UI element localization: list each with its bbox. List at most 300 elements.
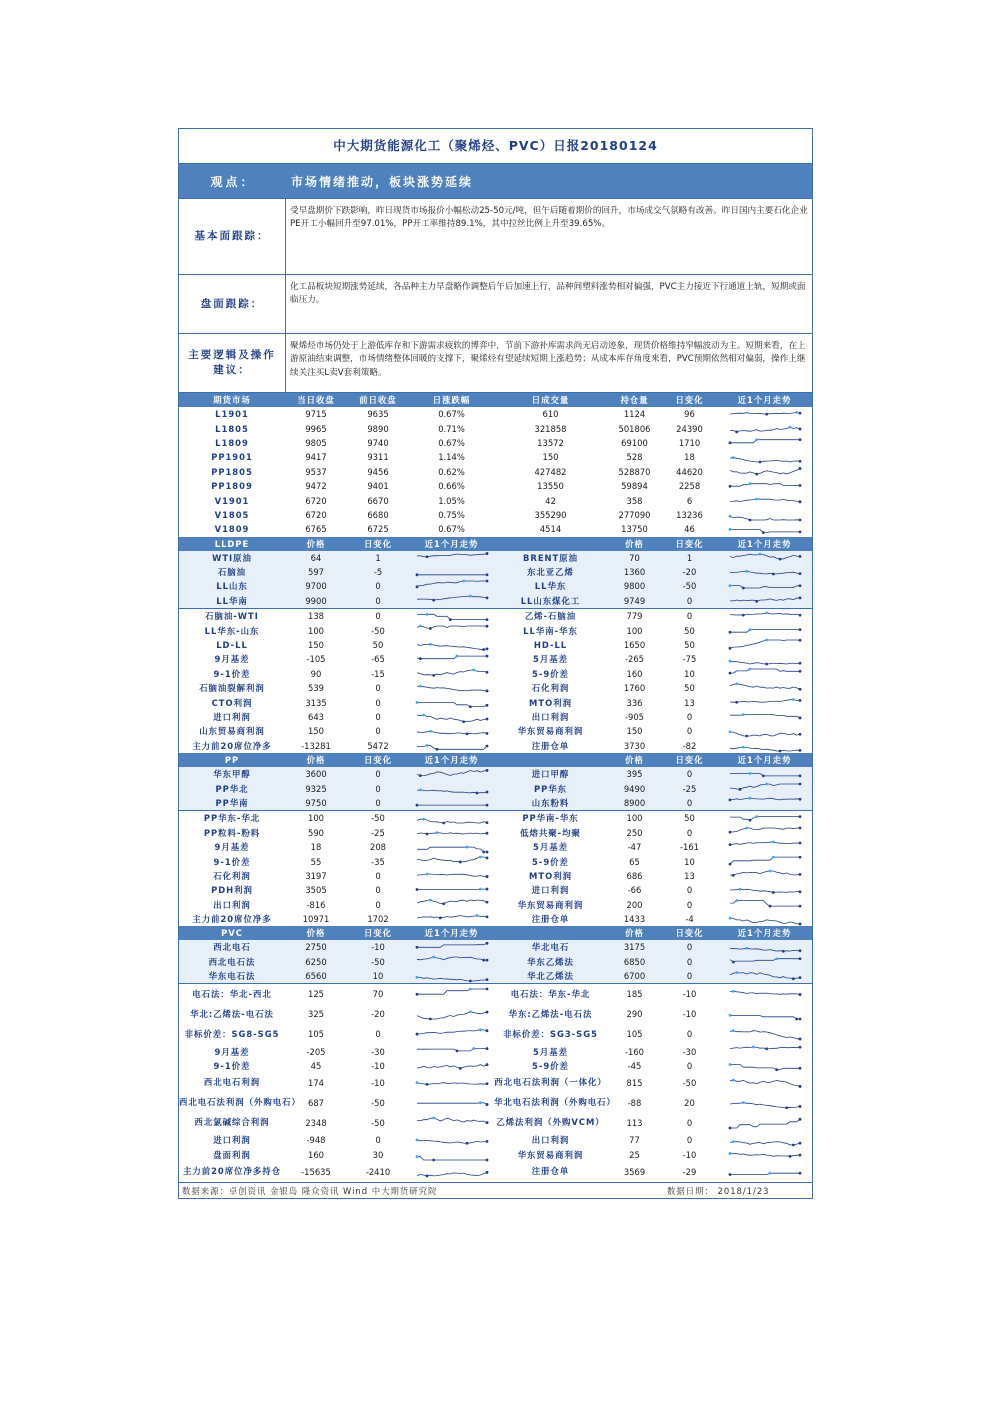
indicator-name: PDH利润 — [211, 885, 253, 896]
trend-cell — [717, 781, 812, 795]
contract-name: PP1805 — [211, 466, 253, 477]
sparkline-marker — [465, 733, 468, 736]
contract-name: L1809 — [215, 437, 249, 448]
indicator-change: -25 — [371, 827, 385, 838]
trend-sparkline — [416, 697, 488, 709]
sparkline-marker — [485, 851, 488, 854]
trend-sparkline — [416, 856, 488, 868]
indicator-row — [179, 681, 812, 695]
indicator-name: 华东乙烯法 — [494, 955, 607, 969]
indicator-name: 乙烯-石脑油 — [494, 609, 607, 624]
sparkline-marker — [741, 1101, 744, 1104]
indicator-price: 18 — [310, 842, 322, 853]
view-text: 市场情绪推动，板块涨势延续 — [291, 174, 474, 189]
indicator-row — [179, 579, 812, 593]
trend-cell — [409, 1059, 494, 1073]
sparkline-marker — [798, 816, 801, 819]
trend-sparkline — [729, 523, 801, 535]
indicator-name: 华东:乙烯法-电石法 — [508, 1008, 593, 1019]
indicator-price: 687 — [308, 1098, 324, 1109]
indicator-price: 395 — [607, 767, 662, 781]
indicator-row — [179, 898, 812, 912]
indicator-change: -10 — [682, 1009, 697, 1020]
sparkline-marker — [468, 595, 471, 598]
indicator-row — [179, 781, 812, 795]
sparkline-marker — [775, 957, 778, 960]
trend-cell — [717, 710, 812, 724]
trend-sparkline — [416, 768, 488, 780]
sparkline-marker — [788, 425, 791, 428]
indicator-price: 100 — [308, 625, 324, 636]
sparkline-marker — [425, 1083, 428, 1086]
sparkline-path — [417, 900, 487, 904]
trend-cell — [717, 1073, 812, 1093]
sparkline-marker — [422, 818, 425, 821]
sparkline-marker — [415, 1033, 418, 1036]
futures-prev: 6680 — [367, 509, 389, 520]
sparkline-marker — [472, 668, 475, 671]
futures-prev: 6725 — [367, 524, 389, 535]
sparkline-marker — [475, 914, 478, 917]
indicator-price: 2348 — [305, 1118, 327, 1129]
futures-chg: 6 — [686, 495, 693, 506]
sparkline-marker — [485, 552, 488, 555]
trend-cell — [717, 854, 812, 868]
price-header: 价格 — [285, 753, 347, 767]
sparkline-marker — [765, 782, 768, 785]
trend-sparkline — [729, 495, 801, 507]
sparkline-marker — [758, 552, 761, 555]
indicator-price: 160 — [626, 668, 643, 679]
trend-cell — [717, 508, 812, 522]
trend-sparkline — [729, 697, 801, 709]
futures-pct: 0.67% — [438, 409, 465, 420]
sparkline-marker — [741, 713, 744, 716]
indicator-change: -50 — [347, 955, 409, 969]
sparkline-marker — [778, 557, 781, 560]
sparkline-marker — [735, 899, 738, 902]
indicator-name: 5-9价差 — [532, 856, 569, 867]
futures-chg: 96 — [684, 409, 695, 420]
indicator-price: 160 — [308, 1149, 324, 1160]
indicator-name: 华东贸易商利润 — [517, 726, 584, 737]
indicator-price: 100 — [626, 625, 643, 636]
indicator-change: -75 — [682, 654, 697, 665]
indicator-name: 进口利润 — [213, 712, 251, 722]
trend-cell — [717, 826, 812, 840]
futures-vol: 13572 — [537, 437, 564, 448]
sparkline-marker — [485, 744, 488, 747]
sparkline-marker — [798, 585, 801, 588]
sparkline-path — [417, 1048, 487, 1050]
trend-cell — [409, 623, 494, 637]
indicator-price: 325 — [308, 1009, 324, 1020]
indicator-price: 1433 — [623, 914, 646, 925]
trend-sparkline — [416, 580, 488, 592]
indicator-change: 0 — [686, 726, 693, 737]
indicator-price: 6250 — [285, 955, 347, 969]
indicator-name: 乙烯法利润（外购VCM） — [496, 1117, 605, 1128]
futures-close: 6720 — [305, 509, 327, 520]
indicator-price: 150 — [626, 726, 643, 737]
trend-cell — [409, 796, 494, 811]
trend-sparkline — [729, 841, 801, 853]
indicator-price: 3730 — [623, 740, 646, 751]
trend-cell — [717, 579, 812, 593]
sparkline-marker — [485, 959, 488, 962]
sparkline-marker — [795, 411, 798, 414]
trend-cell — [409, 1073, 494, 1093]
section-name: PVC — [179, 926, 285, 940]
indicator-price: -816 — [306, 899, 326, 910]
sparkline-path — [417, 670, 487, 676]
sparkline-marker — [798, 662, 801, 665]
indicator-row — [179, 739, 812, 753]
indicator-price: 45 — [310, 1061, 322, 1072]
sparkline-path — [730, 747, 800, 751]
sparkline-marker — [728, 647, 731, 650]
indicator-row — [179, 667, 812, 681]
sparkline-marker — [435, 748, 438, 751]
indicator-price: 590 — [308, 827, 324, 838]
indicator-name: 华东贸易商利润 — [517, 899, 584, 910]
trend-sparkline — [729, 1134, 801, 1146]
trend-sparkline — [729, 653, 801, 665]
contract-name: V1805 — [214, 509, 250, 520]
indicator-change: -65 — [371, 654, 385, 665]
sparkline-path — [730, 817, 800, 821]
sparkline-marker — [418, 788, 421, 791]
indicator-price: -105 — [306, 654, 326, 665]
sparkline-marker — [425, 744, 428, 747]
indicator-name: PP华东 — [494, 781, 607, 795]
sparkline-marker — [415, 1139, 418, 1142]
sparkline-marker — [415, 804, 418, 807]
futures-vol: 355290 — [534, 509, 567, 520]
indicator-price: 539 — [308, 683, 324, 694]
indicator-price: 100 — [607, 811, 662, 826]
sparkline-marker — [472, 1047, 475, 1050]
trend-cell — [717, 436, 812, 450]
sparkline-marker — [745, 947, 748, 950]
sparkline-path — [730, 900, 800, 906]
trend-sparkline — [416, 1008, 488, 1020]
view-label: 观点： — [210, 174, 256, 189]
trend-sparkline — [729, 1028, 801, 1040]
indicator-price: 3600 — [285, 767, 347, 781]
sparkline-marker — [478, 1102, 481, 1105]
sparkline-path — [730, 629, 800, 632]
futures-prev: 9635 — [367, 409, 389, 420]
trend-cell — [717, 1059, 812, 1073]
indicator-change: 0 — [662, 767, 717, 781]
indicator-change: 0 — [375, 1135, 381, 1146]
indicator-price: 9900 — [285, 594, 347, 609]
trend-cell — [717, 883, 812, 897]
sparkline-marker — [418, 658, 421, 661]
trend-cell — [717, 811, 812, 826]
trend-sparkline — [729, 639, 801, 651]
trend-sparkline — [416, 797, 488, 809]
trend-sparkline — [729, 884, 801, 896]
trend-sparkline — [729, 1077, 801, 1089]
sparkline-path — [730, 554, 800, 559]
sparkline-marker — [798, 733, 801, 736]
indicator-price: 8900 — [607, 796, 662, 811]
futures-close: 9472 — [305, 481, 327, 492]
indicator-name: 石脑油裂解利润 — [199, 683, 265, 694]
trend-sparkline — [729, 668, 801, 680]
sparkline-path — [417, 686, 487, 691]
trend-sparkline — [729, 956, 801, 968]
change-header: 日变化 — [347, 753, 409, 767]
sparkline-path — [730, 949, 800, 952]
change-header: 日变化 — [347, 537, 409, 551]
sparkline-marker — [485, 978, 488, 981]
sparkline-marker — [455, 655, 458, 658]
sparkline-marker — [462, 720, 465, 723]
trend-cell — [717, 493, 812, 507]
sparkline-marker — [748, 628, 751, 631]
trend-cell — [717, 565, 812, 579]
indicator-price: 9490 — [607, 781, 662, 795]
trend-sparkline — [416, 639, 488, 651]
futures-chg: 24390 — [676, 423, 703, 434]
futures-chg: 1710 — [678, 437, 701, 448]
sparkline-marker — [425, 872, 428, 875]
sparkline-marker — [735, 971, 738, 974]
indicator-row — [179, 826, 812, 840]
sparkline-marker — [728, 731, 731, 734]
indicator-name: 主力前20席位净多 — [192, 740, 272, 751]
sparkline-marker — [798, 1153, 801, 1156]
indicator-name: 进口利润 — [213, 1135, 251, 1146]
sparkline-marker — [765, 413, 768, 416]
view-bar — [179, 164, 812, 199]
sparkline-marker — [791, 698, 794, 701]
sparkline-path — [417, 644, 487, 649]
trend-sparkline — [729, 1060, 801, 1072]
indicator-change: 1 — [347, 551, 409, 565]
trend-sparkline — [416, 682, 488, 694]
futures-row — [179, 508, 812, 522]
trend-cell — [409, 681, 494, 695]
indicator-price: 9750 — [285, 796, 347, 811]
trend-cell — [409, 869, 494, 883]
indicator-name: 山东贸易商利润 — [199, 726, 265, 737]
sparkline-marker — [415, 1155, 418, 1158]
indicator-price: -66 — [627, 885, 642, 896]
sparkline-marker — [798, 596, 801, 599]
sparkline-marker — [798, 555, 801, 558]
trend-header: 近1个月走势 — [717, 537, 812, 551]
sparkline-marker — [731, 990, 734, 993]
indicator-price: -160 — [624, 1046, 644, 1057]
indicator-price: 597 — [285, 565, 347, 579]
indicator-change: 50 — [684, 683, 695, 694]
sparkline-marker — [768, 1172, 771, 1175]
trend-sparkline — [729, 509, 801, 521]
change-header: 日变化 — [662, 753, 717, 767]
indicator-name: 华北乙烯法 — [494, 969, 607, 984]
trend-cell — [717, 609, 812, 624]
indicator-price: 6700 — [607, 969, 662, 984]
futures-prev: 9311 — [367, 452, 389, 463]
sparkline-marker — [798, 798, 801, 801]
futures-pct: 1.14% — [438, 452, 465, 463]
sparkline-marker — [728, 660, 731, 663]
sparkline-marker — [448, 618, 451, 621]
sparkline-marker — [428, 643, 431, 646]
sparkline-marker — [798, 923, 801, 926]
trend-cell — [717, 465, 812, 479]
sparkline-marker — [798, 1018, 801, 1021]
futures-close: 9715 — [305, 409, 327, 420]
trend-cell — [409, 609, 494, 624]
indicator-row — [179, 1162, 812, 1182]
indicator-name: MTO利润 — [529, 870, 572, 881]
trend-sparkline — [416, 812, 488, 824]
futures-prev: 9456 — [367, 466, 389, 477]
trend-cell — [409, 739, 494, 753]
sparkline-path — [730, 857, 800, 864]
indicator-row — [179, 623, 812, 637]
futures-row — [179, 421, 812, 435]
indicator-price: 6850 — [607, 955, 662, 969]
sparkline-marker — [442, 902, 445, 905]
sparkline-path — [730, 828, 800, 832]
sparkline-path — [730, 774, 800, 777]
sparkline-marker — [728, 672, 731, 675]
sparkline-marker — [432, 1117, 435, 1120]
sparkline-marker — [768, 904, 771, 907]
indicator-price: 686 — [626, 870, 643, 881]
trend-sparkline — [416, 1028, 488, 1040]
indicator-name: 出口利润 — [531, 1135, 570, 1146]
indicator-price: 1650 — [623, 640, 646, 651]
futures-header-cell: 期货市场 — [179, 393, 285, 407]
section-lldpe-table — [179, 537, 812, 753]
futures-vol: 4514 — [539, 524, 562, 535]
sparkline-marker — [415, 1082, 418, 1085]
futures-header-row — [179, 393, 812, 407]
sparkline-marker — [485, 573, 488, 576]
indicator-change: -50 — [662, 579, 717, 593]
indicator-name: 电石法：华东-华北 — [494, 984, 607, 1005]
futures-pct: 0.75% — [438, 509, 465, 520]
trend-sparkline — [729, 899, 801, 911]
sparkline-marker — [428, 730, 431, 733]
sparkline-marker — [798, 1118, 801, 1121]
sparkline-marker — [798, 1038, 801, 1041]
indicator-name: PP华北 — [179, 781, 285, 795]
sparkline-marker — [768, 870, 771, 873]
sparkline-marker — [798, 670, 801, 673]
indicator-row — [179, 609, 812, 624]
trend-cell — [409, 565, 494, 579]
indicator-change: -4 — [685, 914, 694, 925]
futures-row — [179, 436, 812, 450]
indicator-change: -82 — [682, 740, 697, 751]
indicator-change: -10 — [682, 1149, 697, 1160]
sparkline-path — [417, 1140, 487, 1143]
indicator-name: LL华东-山东 — [204, 625, 260, 636]
sparkline-marker — [478, 888, 481, 891]
indicator-price: -948 — [306, 1135, 326, 1146]
trend-cell — [717, 594, 812, 609]
trend-cell — [409, 1093, 494, 1113]
trend-cell — [717, 695, 812, 709]
indicator-change: 0 — [375, 885, 381, 896]
indicator-row — [179, 1059, 812, 1073]
futures-close: 6765 — [305, 524, 327, 535]
indicator-price: -45 — [627, 1061, 642, 1072]
indicator-row — [179, 1004, 812, 1024]
trend-cell — [409, 969, 494, 984]
sparkline-path — [417, 1157, 487, 1160]
indicator-name: 低熔共聚-均聚 — [520, 827, 581, 838]
contract-name: V1901 — [214, 495, 250, 506]
trend-sparkline — [729, 552, 801, 564]
sparkline-marker — [485, 655, 488, 658]
futures-pct: 1.05% — [438, 495, 465, 506]
indicator-name: 华北电石 — [494, 940, 607, 954]
futures-header-cell: 日涨跌幅 — [409, 393, 494, 407]
sparkline-marker — [728, 630, 731, 633]
sparkline-marker — [731, 874, 734, 877]
sparkline-path — [730, 732, 800, 736]
indicator-name: LL华南 — [179, 594, 285, 609]
futures-oi: 528870 — [618, 466, 651, 477]
indicator-change: -50 — [371, 625, 385, 636]
sparkline-path — [730, 530, 800, 533]
indicator-row — [179, 984, 812, 1005]
sparkline-marker — [731, 1079, 734, 1082]
indicator-name: 石化利润 — [531, 683, 570, 694]
indicator-change: 0 — [347, 609, 409, 624]
sparkline-marker — [485, 596, 488, 599]
sparkline-marker — [798, 484, 801, 487]
indicator-price: 815 — [626, 1078, 643, 1089]
futures-oi: 277090 — [618, 509, 651, 520]
trend-cell — [409, 724, 494, 738]
futures-vol: 13550 — [537, 481, 564, 492]
trend-sparkline — [729, 423, 801, 435]
indicator-price: 200 — [626, 899, 643, 910]
futures-pct: 0.62% — [438, 466, 465, 477]
sparkline-path — [730, 959, 800, 962]
trend-cell — [409, 898, 494, 912]
indicator-name: 9月基差 — [214, 1046, 250, 1057]
futures-header-cell: 持仓量 — [607, 393, 662, 407]
trend-cell — [717, 623, 812, 637]
sparkline-marker — [415, 888, 418, 891]
trend-sparkline — [416, 1077, 488, 1089]
futures-pct: 0.67% — [438, 524, 465, 535]
futures-oi: 501806 — [618, 423, 651, 434]
sparkline-marker — [798, 775, 801, 778]
logic-text: 聚烯烃市场仍处于上游低库存和下游需求疲软的博弈中，节前下游补库需求尚无启动迹象，现货价格维持窄幅波动为主。短期来看，在上游原油结束调整，市场情绪整体回暖的支撑下，聚烯烃有望延续短期上涨趋势；从成本库存角度来看，PVC预期依然相对偏弱，操作上继续关注买L卖V套利策略。 — [290, 341, 806, 378]
sparkline-marker — [442, 822, 445, 825]
trend-sparkline — [729, 566, 801, 578]
indicator-name: 西北氯碱综合利润 — [194, 1117, 270, 1128]
trend-cell — [717, 969, 812, 984]
sparkline-marker — [798, 438, 801, 441]
futures-close: 9417 — [305, 452, 327, 463]
indicator-name: 西北电石法 — [179, 955, 285, 969]
sparkline-marker — [485, 648, 488, 651]
sparkline-marker — [485, 1140, 488, 1143]
